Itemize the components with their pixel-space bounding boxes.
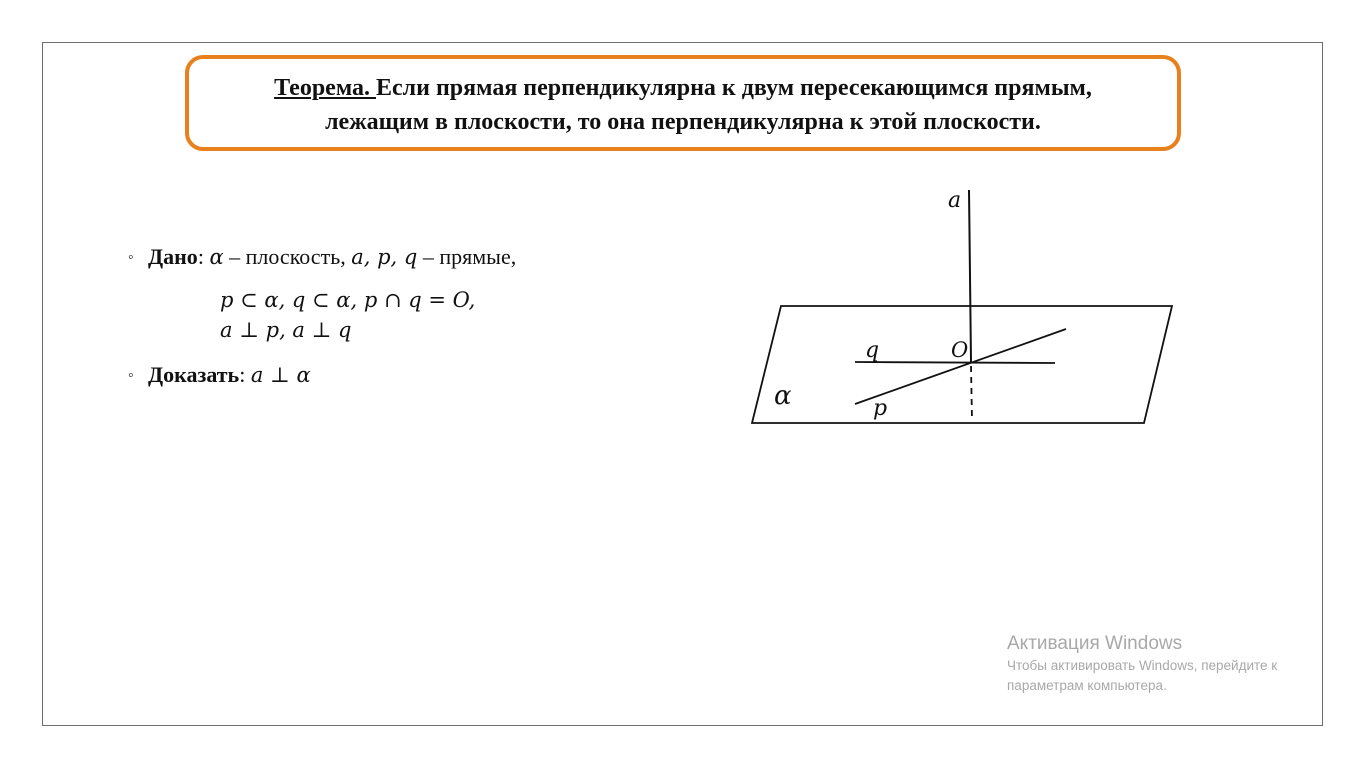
line-a-hidden <box>971 366 972 420</box>
windows-activation-watermark <box>1007 632 1277 696</box>
given-lines-symbols: a, p, q <box>351 245 418 269</box>
label-alpha: α <box>774 381 792 411</box>
label-p: p <box>873 396 888 421</box>
theorem-text-1: Если прямая перпендикулярна к двум пересекающимся прямым, <box>376 75 1092 101</box>
plane-alpha <box>752 306 1172 423</box>
label-q: q <box>865 338 880 363</box>
given-bullet: ◦ <box>128 249 134 266</box>
line-a <box>969 190 971 362</box>
given-lines-text: – прямые, <box>417 244 517 269</box>
watermark-line-1: Чтобы активировать Windows, перейдите к <box>1007 658 1278 673</box>
prove-statement: a ⊥ α <box>250 363 311 387</box>
watermark-line-2: параметрам компьютера. <box>1007 678 1167 693</box>
theorem-line-2: лежащим в плоскости, то она перпендикулярна к этой плоскости. <box>325 109 1041 135</box>
given-colon: : <box>197 244 210 269</box>
prove-heading: Доказать <box>148 362 240 387</box>
label-a: a <box>948 188 962 213</box>
prove-bullet: ◦ <box>128 367 134 384</box>
given-plane-text: – плоскость, <box>223 244 352 269</box>
prove-colon: : <box>239 362 251 387</box>
theorem-label: Теорема. <box>274 75 377 101</box>
given-condition-2: a ⊥ p, a ⊥ q <box>220 318 352 342</box>
given-condition-1: p ⊂ α, q ⊂ α, p ∩ q = O, <box>220 288 476 312</box>
watermark-title: Активация Windows <box>1007 633 1183 654</box>
given-plane-symbol: α <box>209 245 224 269</box>
given-heading: Дано <box>148 244 198 269</box>
line-q <box>855 362 1055 363</box>
label-O: O <box>951 338 969 362</box>
